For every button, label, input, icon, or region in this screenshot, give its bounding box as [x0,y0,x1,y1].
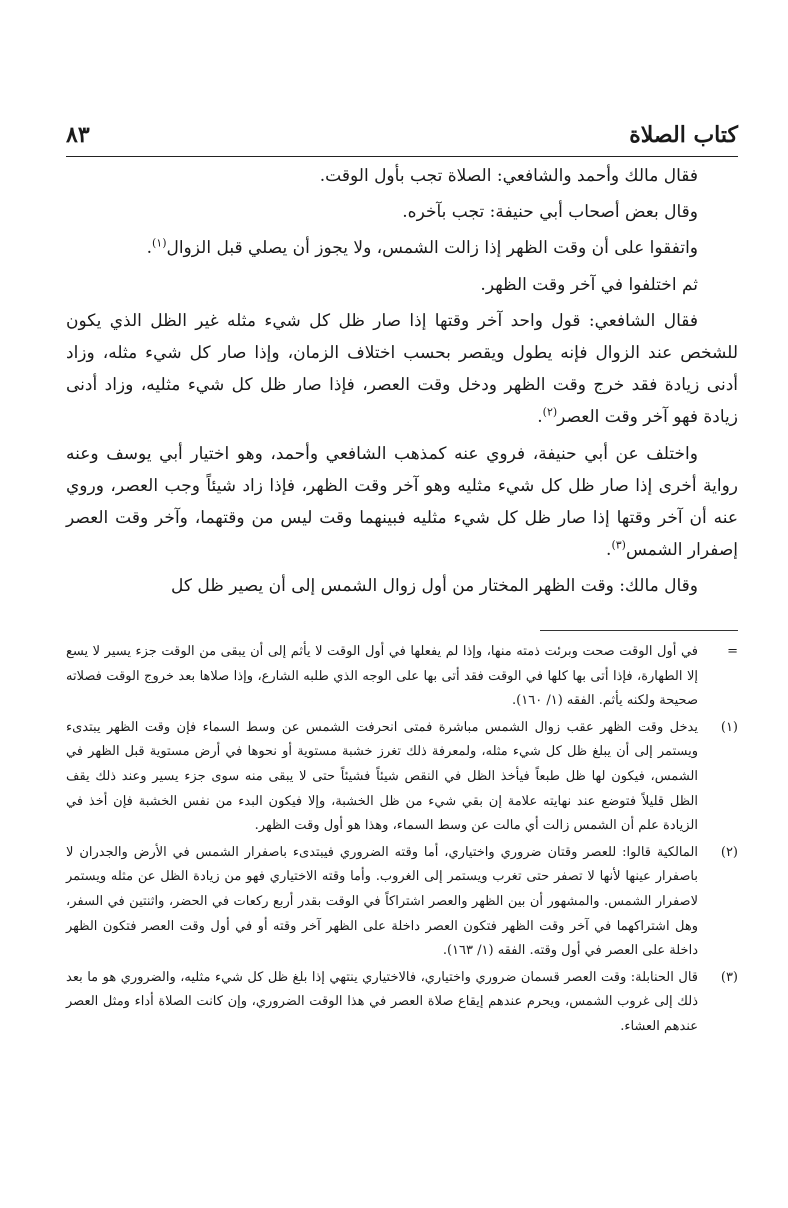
page-header [66,118,738,152]
footnote [66,640,738,714]
footnote-number: (١) [720,719,738,735]
paragraph: وقال بعض أصحاب أبي حنيفة: تجب بآخره. [402,202,698,223]
main-text [66,160,738,607]
footnote-separator [540,630,738,631]
footnote-text: يدخل وقت الظهر عقب زوال الشمس مباشرة فمتى انحرفت الشمس عن وسط السماء فإن وقت الظهر يبتدىء ويستمر إلى أن يبلغ ظل كل شيء مثله، ولمعرفة ذلك تغرز خشبة مستوية أو نحوها في أرض مستوية قبل الظهر في الشمس، فيكون لها ظل طبعاً فيأخذ الظل في النقص شيئاً فشيئاً حتى لا يبقى منه سوى جزء يسير وعند ذلك يقف الظل قليلاً فتوضع عند نهايته علامة إن بقي شيء من ظل الخشبة، وإلا فيكون البدء من نفس الخشبة فإن أخذ في الزيادة علم أن الشمس زالت أي مالت عن وسط السماء، وهذا هو أول وقت الظهر. [66,719,698,834]
paragraph: فقال مالك وأحمد والشافعي: الصلاة تجب بأول الوقت. [319,166,698,186]
chapter-title: كتاب الصلاة [629,122,738,148]
paragraph: واختلف عن أبي حنيفة، فروي عنه كمذهب الشافعي وأحمد، وهو اختيار أبي يوسف وعنه رواية أخرى إذا صار ظل كل شيء مثليه وهو آخر وقت الظهر، فإذا زاد شيئاً وجب العصر، وروي عنه أن آخر وقتها إذا صار ظل كل شيء مثليه فبينهما وقت ليس من وقتهما، وآخر وقت العصر إصفرار الشمس$^{(٣)}$. [66,443,738,561]
footnote-text: في أول الوقت صحت وبرئت ذمته منها، وإذا لم يفعلها في أول الوقت لا يأثم إلى أن يبقى من الوقت جزء يسير لا يسع إلا الطهارة، فإذا أتى بها كلها في الوقت فقد أتى بها على الوجه الذي طلبه الشارع، وإذا صلاها بعد خروج الوقت فصلاته صحيحة ولكنه يأثم. الفقه (١/ ١٦٠). [66,644,698,709]
footnote [66,716,738,839]
footnote-number: (٢) [720,844,738,860]
footnote-text: المالكية قالوا: للعصر وقتان ضروري واختياري، أما وقته الضروري فيبتدىء باصفرار الشمس في الأرض والجدران لا باصفرار عينها لأنها لا تصفر حتى تغرب ويستمر إلى الغروب. وأما وقته الاختياري فهو من زيادة الظل عن مثله ويستمر لاصفرار الشمس. والمشهور أن بين الظهر والعصر اشتراكاً في الوقت بقدر أربع ركعات في الحضر، واثنتين في السفر، وهل اشتراكهما في آخر وقت الظهر فتكون العصر داخلة على الظهر آخر وقته أو في أول وقت العصر فتكون الظهر داخلة على العصر في أول وقته. الفقه (١/ ١٦٣). [66,844,698,959]
header-rule [66,156,738,157]
footnote-ref: (١) [151,236,167,250]
paragraph: ثم اختلفوا في آخر وقت الظهر. [480,274,698,295]
paragraph: وقال مالك: وقت الظهر المختار من أول زوال الشمس إلى أن يصير ظل كل [171,576,698,597]
footnote-ref: (٣) [611,538,626,552]
paragraph: فقال الشافعي: قول واحد آخر وقتها إذا صار ظل كل شيء مثله غير الظل الذي يكون للشخص عند الزوال فإنه يطول ويقصر بحسب اختلاف الزمان، وإذا صار كل شيء مثله، وزاد أدنى زيادة فقد خرج وقت الظهر ودخل وقت العصر، فإذا صار ظل كل شيء مثليه، وزاد أدنى زيادة فهو آخر وقت العصر$^{(٢)}$. [66,310,738,428]
footnotes [66,640,738,1042]
footnote [66,966,738,1040]
footnote [66,841,738,964]
footnote-ref: (٢) [542,405,558,419]
paragraph: واتفقوا على أن وقت الظهر إذا زالت الشمس، ولا يجوز أن يصلي قبل الزوال$^{(١)}$. [146,236,698,259]
footnote-text: قال الحنابلة: وقت العصر قسمان ضروري واختياري، فالاختياري ينتهي إذا بلغ ظل كل شيء مثليه، والضروري هو ما بعد ذلك إلى غروب الشمس، ويحرم عندهم إيقاع صلاة العصر في هذا الوقت الضروري، وإن كانت الصلاة أداء ومثل العصر عندهم العشاء. [66,969,698,1034]
footnote-number: (٣) [720,969,738,985]
footnote-number: = [727,644,738,659]
page-number: ٨٣ [66,122,90,148]
